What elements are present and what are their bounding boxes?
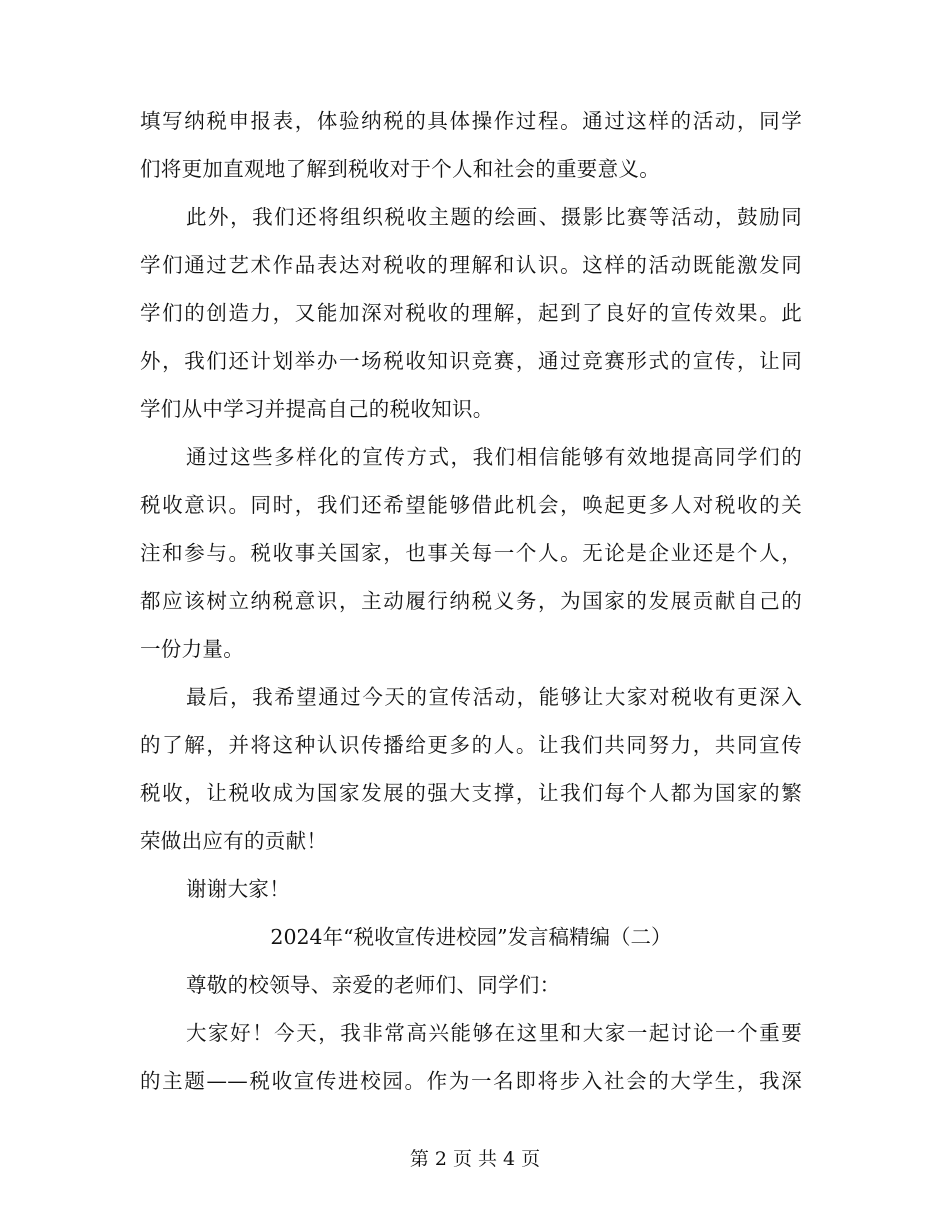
text-line: 的了解，并将这种认识传播给更多的人。让我们共同努力，共同宣传 [140,733,802,757]
text-line: 通过这些多样化的宣传方式，我们相信能够有效地提高同学们的 [186,445,802,469]
section-title: 2024年“税收宣传进校园”发言稿精编（二） [270,925,672,949]
text-line: 学们的创造力，又能加深对税收的理解，起到了良好的宣传效果。此 [140,301,802,325]
text-line: 学们从中学习并提高自己的税收知识。 [140,397,494,421]
document-body [140,97,802,1105]
text-line: 荣做出应有的贡献！ [140,829,328,853]
text-line: 注和参与。税收事关国家，也事关每一个人。无论是企业还是个人， [140,541,802,565]
text-line: 都应该树立纳税意识，主动履行纳税义务，为国家的发展贡献自己的 [140,589,802,613]
text-line: 最后，我希望通过今天的宣传活动，能够让大家对税收有更深入 [186,685,802,709]
text-line: 税收意识。同时，我们还希望能够借此机会，唤起更多人对税收的关 [140,493,802,517]
page-footer [0,1144,950,1174]
text-line: 税收，让税收成为国家发展的强大支撑，让我们每个人都为国家的繁 [140,781,802,805]
text-line: 一份力量。 [140,637,244,661]
text-line: 谢谢大家！ [186,877,290,901]
text-line: 学们通过艺术作品表达对税收的理解和认识。这样的活动既能激发同 [140,253,802,277]
page-number: 第 2 页 共 4 页 [409,1148,541,1170]
text-line: 的主题——税收宣传进校园。作为一名即将步入社会的大学生，我深 [140,1069,802,1093]
text-line: 尊敬的校领导、亲爱的老师们、同学们： [186,973,561,997]
text-line: 外，我们还计划举办一场税收知识竞赛，通过竞赛形式的宣传，让同 [140,349,802,373]
text-line: 填写纳税申报表，体验纳税的具体操作过程。通过这样的活动，同学 [140,109,802,133]
text-line: 此外，我们还将组织税收主题的绘画、摄影比赛等活动，鼓励同 [186,205,802,229]
text-line: 们将更加直观地了解到税收对于个人和社会的重要意义。 [140,157,660,181]
text-line: 大家好！今天，我非常高兴能够在这里和大家一起讨论一个重要 [186,1021,802,1045]
